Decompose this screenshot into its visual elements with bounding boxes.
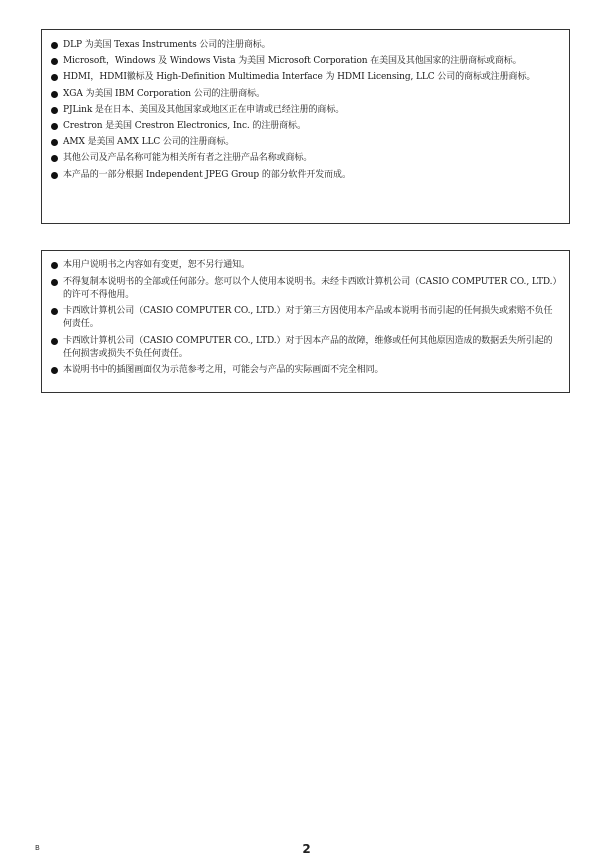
notice-text: 卡西欧计算机公司（CASIO COMPUTER CO., LTD.）对于因本产品的故障，维修或任何其他原因造成的数据丢失所引起的任何损害或损失不负任何责任。 (63, 335, 553, 359)
bullet-icon (51, 123, 58, 130)
trademark-text: Microsoft，Windows 及 Windows Vista 为美国 Microsoft Corporation 在美国及其他国家的注册商标或商标。 (63, 56, 522, 67)
bullet-icon (51, 91, 58, 98)
list-item (51, 169, 557, 182)
trademark-text: DLP 为美国 Texas Instruments 公司的注册商标。 (63, 40, 271, 50)
bullet-icon (51, 155, 58, 162)
trademark-text: 本产品的一部分根据 Independent JPEG Group 的部分软件开发而成。 (63, 169, 351, 180)
trademark-notice-box (41, 29, 570, 224)
trademark-text: PJLink 是在日本、美国及其他国家或地区正在申请或已经注册的商标。 (63, 104, 345, 115)
notice-list (51, 259, 557, 377)
list-item (51, 39, 557, 52)
list-item (51, 55, 557, 68)
list-item (51, 104, 557, 117)
list-item (51, 335, 557, 361)
trademark-text: Crestron 是美国 Crestron Electronics, Inc. 的注册商标。 (63, 120, 306, 131)
list-item (51, 276, 557, 302)
list-item (51, 152, 557, 165)
footer-language-mark: B (35, 844, 40, 852)
bullet-icon (51, 58, 58, 65)
disclaimer-notice-box (41, 250, 570, 393)
list-item (51, 364, 557, 377)
bullet-icon (51, 262, 58, 269)
notice-text: 本说明书中的插图画面仅为示范参考之用，可能会与产品的实际画面不完全相同。 (63, 365, 384, 375)
list-item (51, 259, 557, 272)
bullet-icon (51, 107, 58, 114)
page-number: 2 (302, 842, 311, 856)
bullet-icon (51, 139, 58, 146)
bullet-icon (51, 308, 58, 315)
list-item (51, 71, 557, 84)
list-item (51, 136, 557, 149)
trademark-list (51, 39, 557, 182)
list-item (51, 305, 557, 331)
trademark-text: AMX 是美国 AMX LLC 公司的注册商标。 (63, 137, 235, 148)
notice-text: 不得复制本说明书的全部或任何部分。您可以个人使用本说明书。未经卡西欧计算机公司（CASIO COMPUTER CO., LTD.）的许可不得他用。 (63, 276, 557, 300)
bullet-icon (51, 74, 58, 81)
trademark-text: XGA 为美国 IBM Corporation 公司的注册商标。 (63, 88, 265, 99)
bullet-icon (51, 42, 58, 49)
trademark-text: HDMI，HDMI徽标及 High-Definition Multimedia Interface 为 HDMI Licensing, LLC 公司的商标或注册商标。 (63, 72, 536, 83)
notice-text: 本用户说明书之内容如有变更，恕不另行通知。 (63, 260, 250, 270)
bullet-icon (51, 172, 58, 179)
trademark-text: 其他公司及产品名称可能为相关所有者之注册产品名称或商标。 (63, 153, 313, 164)
bullet-icon (51, 367, 58, 374)
bullet-icon (51, 338, 58, 345)
bullet-icon (51, 279, 58, 286)
notice-text: 卡西欧计算机公司（CASIO COMPUTER CO., LTD.）对于第三方因使用本产品或本说明书而引起的任何损失或索赔不负任何责任。 (63, 306, 553, 329)
list-item (51, 88, 557, 101)
list-item (51, 120, 557, 133)
